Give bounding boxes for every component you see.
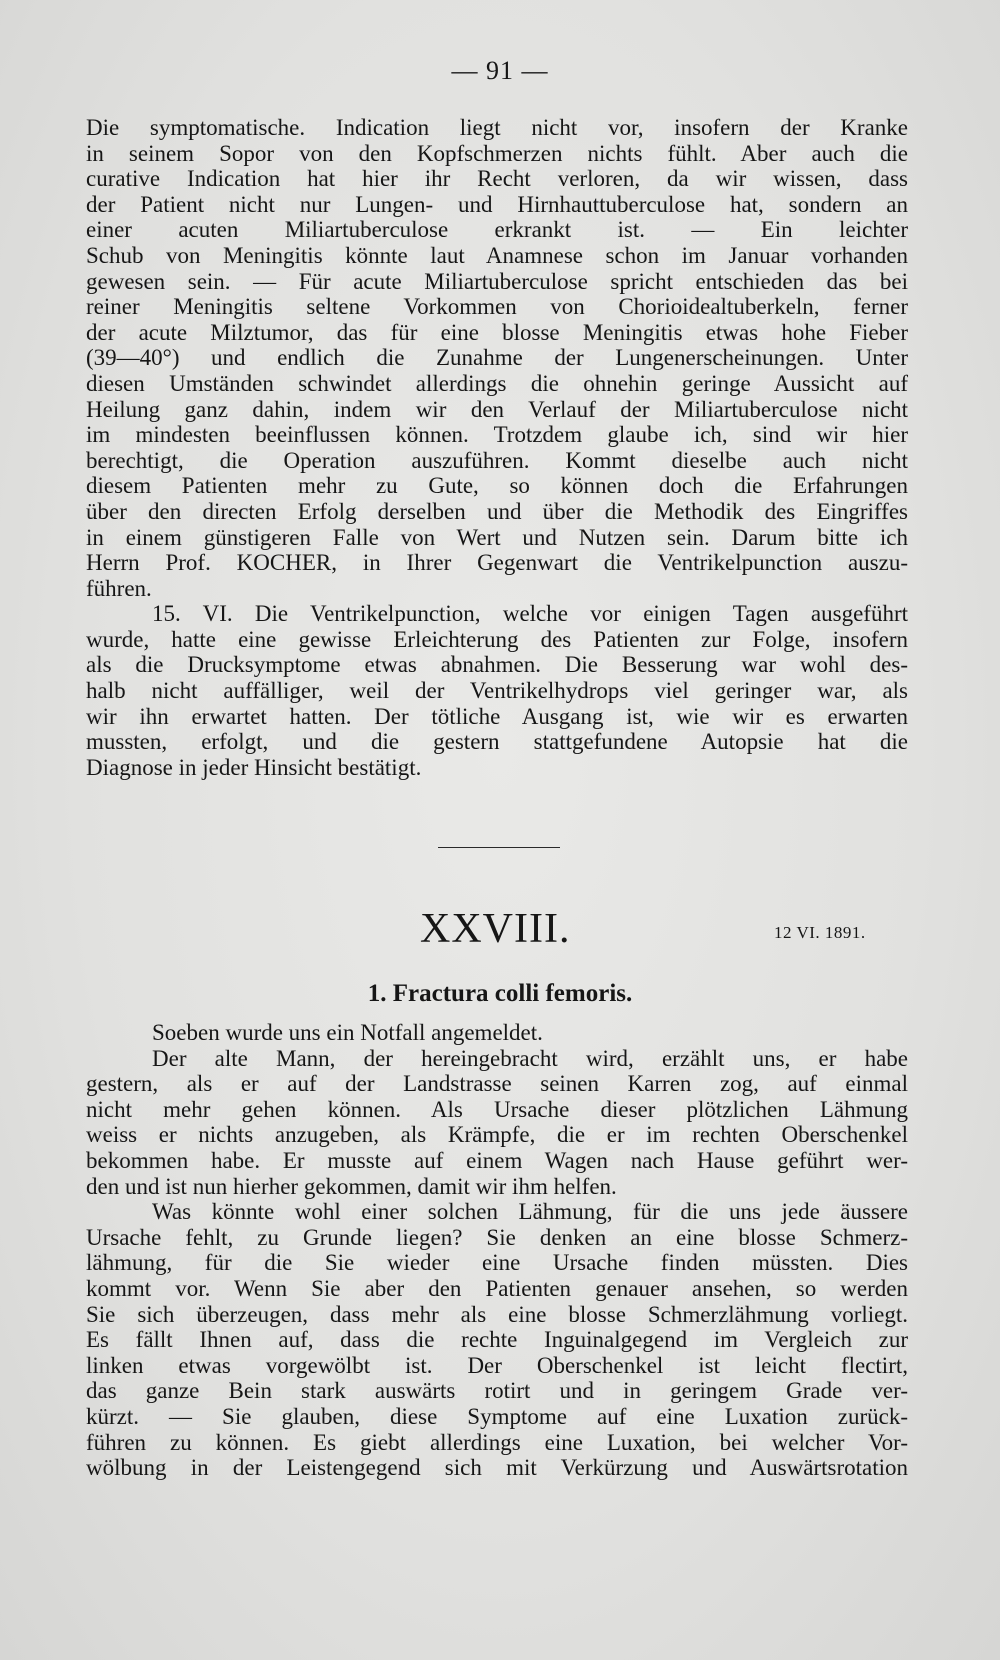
text-line: Es fällt Ihnen auf, dass die rechte Inguinalgegend im Vergleich zur — [86, 1327, 908, 1353]
text-line: berechtigt, die Operation auszuführen. Kommt dieselbe auch nicht — [86, 447, 908, 473]
text-line: curative Indication hat hier ihr Recht verloren, da wir wissen, dass — [86, 166, 908, 192]
text-line: Ursache fehlt, zu Grunde liegen? Sie denken an eine blosse Schmerz- — [86, 1224, 908, 1250]
text-line: in einem günstigeren Falle von Wert und Nutzen sein. Darum bitte ich — [86, 524, 908, 550]
text-line: Diagnose in jeder Hinsicht bestätigt. — [86, 754, 422, 780]
chapter-date: 12 VI. 1891. — [774, 923, 866, 942]
body-text-bottom — [86, 1020, 908, 1481]
text-line: nicht mehr gehen können. Als Ursache dieser plötzlichen Lähmung — [86, 1096, 908, 1122]
text-line: lähmung, für die Sie wieder eine Ursache finden müssten. Dies — [86, 1250, 908, 1276]
text-line: 15. VI. Die Ventrikelpunction, welche vor einigen Tagen ausgeführt — [152, 601, 908, 627]
text-line: das ganze Bein stark auswärts rotirt und in geringem Grade ver- — [86, 1378, 908, 1404]
text-line: führen. — [86, 575, 152, 601]
text-line: Heilung ganz dahin, indem wir den Verlauf der Miliartuberculose nicht — [86, 396, 908, 422]
text-line: linken etwas vorgewölbt ist. Der Oberschenkel ist leicht flectirt, — [86, 1352, 908, 1378]
text-line: der acute Milztumor, das für eine blosse Meningitis etwas hohe Fieber — [86, 319, 908, 345]
text-line: gewesen sein. — Für acute Miliartuberculose spricht entschieden das bei — [86, 268, 908, 294]
chapter-number: XXVIII. — [420, 906, 571, 952]
text-line: weiss er nichts anzugeben, als Krämpfe, die er im rechten Oberschenkel — [86, 1122, 908, 1148]
text-line: bekommen habe. Er musste auf einem Wagen nach Hause geführt wer- — [86, 1147, 908, 1173]
text-line: wölbung in der Leistengegend sich mit Verkürzung und Auswärtsrotation — [86, 1455, 908, 1481]
text-line: reiner Meningitis seltene Vorkommen von Chorioidealtuberkeln, ferner — [86, 294, 908, 320]
text-line: (39—40°) und endlich die Zunahme der Lungenerscheinungen. Unter — [86, 345, 908, 371]
section-title: 1. Fractura colli femoris. — [367, 980, 633, 1007]
text-line: Schub von Meningitis könnte laut Anamnese schon im Januar vorhanden — [86, 242, 908, 268]
text-line: wir ihn erwartet hatten. Der tötliche Ausgang ist, wie wir es erwarten — [86, 703, 908, 729]
text-line: diesem Patienten mehr zu Gute, so können doch die Erfahrungen — [86, 473, 908, 499]
text-line: kommt vor. Wenn Sie aber den Patienten genauer ansehen, so werden — [86, 1275, 908, 1301]
text-line: Herrn Prof. KOCHER, in Ihrer Gegenwart die Ventrikelpunction auszu- — [86, 550, 908, 576]
text-line: Die symptomatische. Indication liegt nicht vor, insofern der Kranke — [86, 115, 908, 140]
page-number: — 91 — — [451, 56, 549, 85]
text-line: kürzt. — Sie glauben, diese Symptome auf eine Luxation zurück- — [86, 1403, 908, 1429]
text-line: als die Drucksymptome etwas abnahmen. Die Besserung war wohl des- — [86, 652, 908, 678]
text-line: Sie sich überzeugen, dass mehr als eine blosse Schmerzlähmung vorliegt. — [86, 1301, 908, 1327]
text-line: über den directen Erfolg derselben und über die Methodik des Eingriffes — [86, 498, 908, 524]
text-line: in seinem Sopor von den Kopfschmerzen nichts fühlt. Aber auch die — [86, 140, 908, 166]
text-line: mussten, erfolgt, und die gestern stattgefundene Autopsie hat die — [86, 729, 908, 755]
text-line: im mindesten beeinflussen können. Trotzdem glaube ich, sind wir hier — [86, 422, 908, 448]
text-line: den und ist nun hierher gekommen, damit wir ihm helfen. — [86, 1173, 617, 1199]
text-line: Soeben wurde uns ein Notfall angemeldet. — [152, 1020, 543, 1045]
text-line: gestern, als er auf der Landstrasse seinen Karren zog, auf einmal — [86, 1071, 908, 1097]
body-text-top — [86, 115, 908, 780]
text-line: einer acuten Miliartuberculose erkrankt ist. — Ein leichter — [86, 217, 908, 243]
text-line: Der alte Mann, der hereingebracht wird, erzählt uns, er habe — [152, 1045, 908, 1071]
text-line: führen zu können. Es giebt allerdings eine Luxation, bei welcher Vor- — [86, 1429, 908, 1455]
text-line: diesen Umständen schwindet allerdings die ohnehin geringe Aussicht auf — [86, 370, 908, 396]
text-line: wurde, hatte eine gewisse Erleichterung des Patienten zur Folge, insofern — [86, 626, 908, 652]
section-divider-rule — [438, 847, 560, 848]
text-line: halb nicht auffälliger, weil der Ventrikelhydrops viel geringer war, als — [86, 678, 908, 704]
text-line: Was könnte wohl einer solchen Lähmung, für die uns jede äussere — [152, 1199, 908, 1225]
chapter-heading — [0, 905, 1000, 955]
text-line: der Patient nicht nur Lungen- und Hirnhauttuberculose hat, sondern an — [86, 191, 908, 217]
